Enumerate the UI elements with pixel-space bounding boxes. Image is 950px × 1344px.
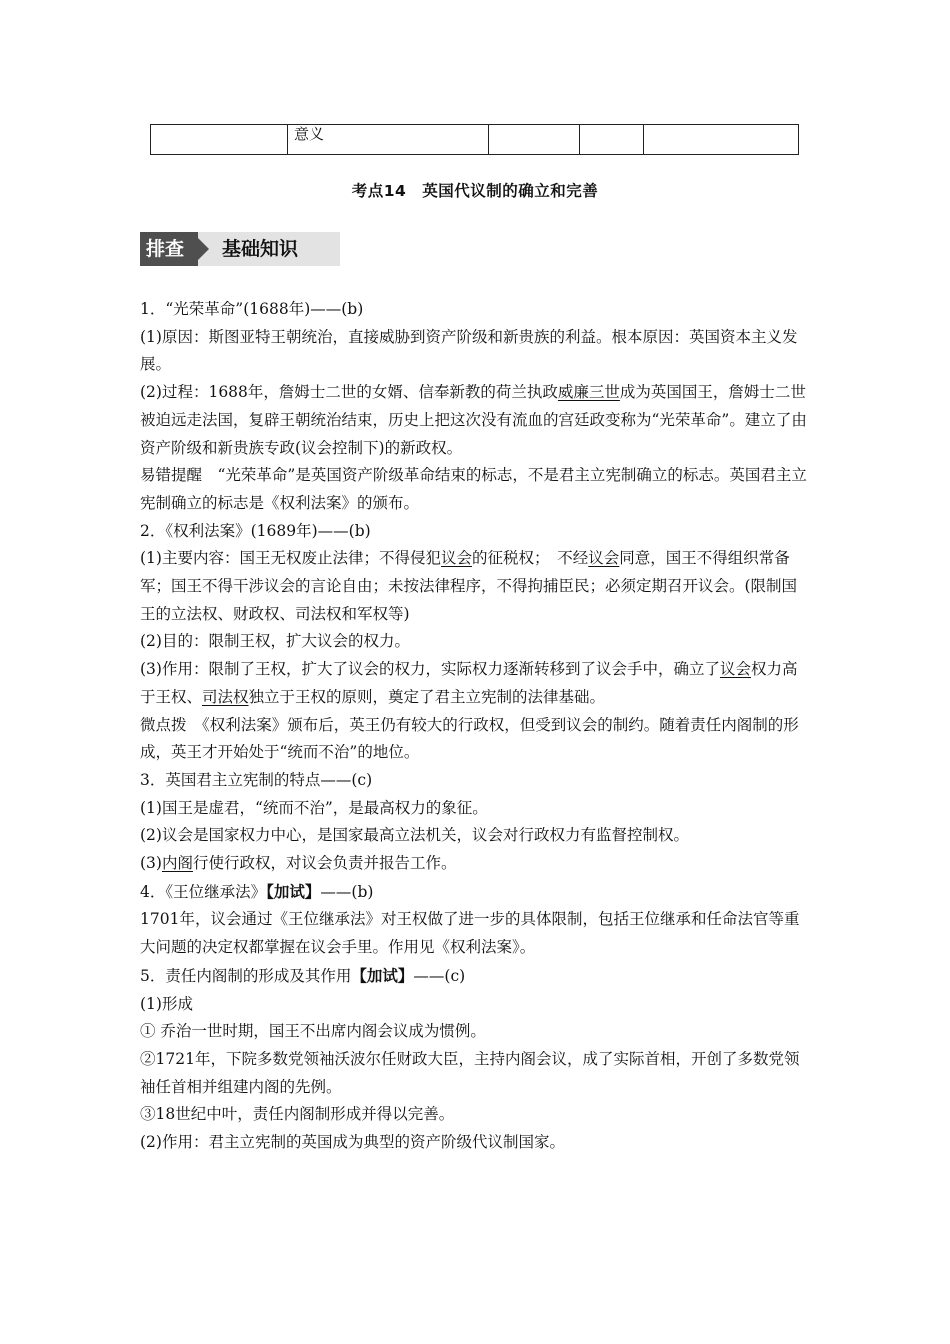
text-span: (3) [140,854,162,873]
underlined-term: 内阁 [161,854,193,873]
banner-dark-label: 排查 [140,232,198,266]
paragraph-purpose: (2)目的：限制王权，扩大议会的权力。 [140,632,410,651]
heading-act-of-settlement [140,878,812,907]
table-cell [644,125,799,155]
text-span: 的征税权； 不经 [471,549,589,568]
underlined-term: 议会 [588,549,620,568]
paragraph-formation: (1)形成 [140,994,193,1013]
paragraph-role: (2)作用：君主立宪制的英国成为典型的资产阶级代议制国家。 [140,1133,565,1152]
table-row [151,125,799,155]
knowledge-content [140,296,812,1157]
list-item: ②1721年，下院多数党领袖沃波尔任财政大臣，主持内阁会议，成了实际首相，开创了多数党领袖任首相并组建内阁的先例。 [140,1049,800,1096]
text-span: (2)过程：1688年，詹姆士二世的女婿、信奉新教的荷兰执政 [140,383,558,402]
text-span: 权力高于王权、 [140,660,798,706]
text-span: (3)作用：限制了王权，扩大了议会的权力，实际权力逐渐转移到了议会手中，确立了 [140,660,720,679]
heading-glorious-revolution: 1．“光荣革命”(1688年)——(b) [140,300,364,318]
underlined-term: 议会 [719,660,751,679]
tip-paragraph: 易错提醒 “光荣革命”是英国资产阶级革命结束的标志，不是君主立宪制确立的标志。英国君主立宪制确立的标志是《权利法案》的颁布。 [140,466,807,512]
text-span: ——(c) [413,966,466,985]
banner-arrow-icon [198,238,209,260]
cell-label: 意义 [294,125,325,143]
heading-features: 3．英国君主立宪制的特点——(c) [140,770,373,789]
table-cell-meaning [288,125,489,155]
text-span: 行使行政权，对议会负责并报告工作。 [192,854,457,873]
paragraph-main-content [140,545,812,628]
banner-light-label: 基础知识 [222,238,299,260]
paragraph-process [140,379,812,462]
paragraph-act-of-settlement: 1701年，议会通过《王位继承法》对王权做了进一步的具体限制，包括王位继承和任命法官等重大问题的决定权都掌握在议会手里。作用见《权利法案》。 [140,910,800,957]
section-banner [140,232,340,266]
table-cell [489,125,580,155]
list-item: ③18世纪中叶，责任内阁制形成并得以完善。 [140,1105,455,1124]
continuation-table [150,124,799,155]
paragraph-cause: (1)原因：斯图亚特王朝统治，直接威胁到资产阶级和新贵族的利益。根本原因：英国资本主义发展。 [140,327,798,374]
text-span: 成为英国国王，詹姆士二世被迫远走法国，复辟王朝统治结束，历史上把这次没有流血的宫廷政变称为“光荣革命”。建立了由资产阶级和新贵族专政(议会控制下)的新政权。 [140,383,807,457]
text-span: 4．《王位继承法》 [140,882,267,901]
bonus-tag: 【加试】 [266,881,321,901]
underlined-term: 威廉三世 [557,383,620,402]
underlined-term: 司法权 [202,687,249,706]
text-span: ——(b) [320,882,374,901]
text-span: (1)主要内容：国王无权废止法律；不得侵犯 [140,549,441,568]
paragraph-feature-2: (2)议会是国家权力中心，是国家最高立法机关，议会对行政权力有监督控制权。 [140,826,689,845]
heading-cabinet-system [140,962,812,991]
heading-bill-of-rights: 2．《权利法案》(1689年)——(b) [140,521,371,540]
paragraph-feature-1: (1)国王是虚君，“统而不治”，是最高权力的象征。 [140,798,488,817]
text-span: 同意，国王不得组织常备军；国王不得干涉议会的言论自由；未按法律程序，不得拘捕臣民；必须定期召开议会。(限制国王的立法权、财政权、司法权和军权等) [140,549,798,623]
note-paragraph: 微点拨 《权利法案》颁布后，英王仍有较大的行政权，但受到议会的制约。随着责任内阁制的形成，英王才开始处于“统而不治”的地位。 [140,715,799,762]
paragraph-feature-3 [140,850,812,878]
table-cell [151,125,288,155]
table-cell [580,125,644,155]
text-span: 独立于王权的原则，奠定了君主立宪制的法律基础。 [248,687,606,706]
bonus-tag: 【加试】 [351,965,414,985]
section-title: 考点14 英国代议制的确立和完善 [351,182,599,200]
paragraph-effect [140,656,812,711]
list-item: ① 乔治一世时期，国王不出席内阁会议成为惯例。 [140,1022,486,1041]
text-span: 5．责任内阁制的形成及其作用 [140,966,352,985]
underlined-term: 议会 [440,549,472,568]
